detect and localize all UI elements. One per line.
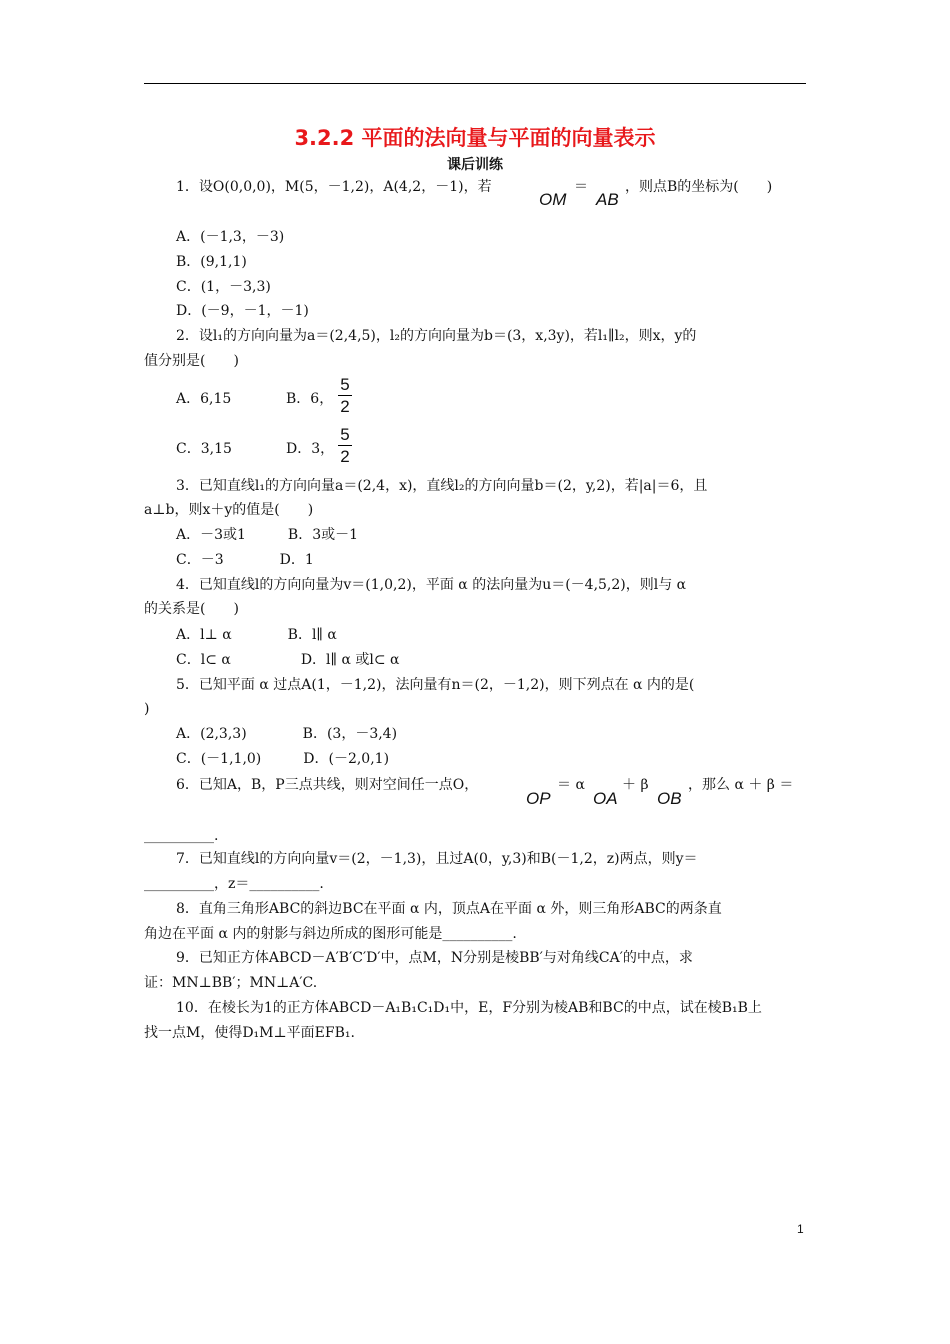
q4-line-2: 的关系是( ) [144,601,239,617]
q2-line-1: 2．设l₁的方向向量为a＝(2,4,5)，l₂的方向向量为b＝(3，x,3y)，若l₁∥l₂，则x，y的 [176,328,697,344]
q1-option-b: B．(9,1,1) [176,254,247,270]
q3-line-2: a⊥b，则x＋y的值是( ) [144,502,314,518]
q1-vector-om: OM [539,190,567,209]
q2-option-d: D．3， [286,441,335,457]
q1-text: 1．设O(0,0,0)，M(5，－1,2)，A(4,2，－1)，若 [176,179,492,195]
q5-options-row-2: C．(－1,1,0) D．(－2,0,1) [176,751,390,767]
q1-vector-ab: AB [596,190,619,209]
q6-plus-beta: ＋ β [622,777,649,793]
q1-equals: ＝ [574,179,588,195]
q2-option-d-fraction [338,425,352,466]
fraction-denominator: 2 [340,397,350,416]
q3-options-row-1: A．－3或1 B．3或－1 [176,527,359,543]
q7-line-2: __________，z＝__________. [144,876,324,892]
q6-text: 6．已知A，B，P三点共线，则对空间任一点O， [176,777,479,793]
q5-line-2: ) [144,701,150,717]
fraction-numerator: 5 [340,375,350,394]
q10-line-1: 10．在棱长为1的正方体ABCD－A₁B₁C₁D₁中，E，F分别为棱AB和BC的中点，试在棱B₁B上 [176,1000,762,1016]
q8-line-2: 角边在平面 α 内的射影与斜边所成的图形可能是__________. [144,926,517,942]
q8-line-1: 8．直角三角形ABC的斜边BC在平面 α 内，顶点A在平面 α 外，则三角形ABC的两条直 [176,901,722,917]
q4-options-row-1: A．l⊥ α B．l∥ α [176,627,337,643]
q6-vector-op: OP [526,789,551,808]
q6-vector-oa: OA [593,789,618,808]
fraction-bar [338,445,352,446]
q6-vector-ob: OB [657,789,682,808]
q2-option-b-fraction [338,375,352,416]
q2-option-c: C．3,15 [176,441,232,457]
q9-line-2: 证：MN⊥BB′；MN⊥A′C. [144,975,318,991]
q2-option-b: B．6， [286,391,334,407]
q6-equals-alpha: ＝ α [557,777,585,793]
q1-tail: ，则点B的坐标为( ) [625,179,773,195]
fraction-denominator: 2 [340,447,350,466]
page-subtitle: 课后训练 [447,157,503,173]
q2-line-2: 值分别是( ) [144,353,239,369]
fraction-bar [338,395,352,396]
q5-options-row-1: A．(2,3,3) B．(3，－3,4) [176,726,398,742]
q6-tail: ，那么 α ＋ β ＝ [688,777,794,793]
q2-option-a: A．6,15 [176,391,232,407]
q3-options-row-2: C．－3 D．1 [176,552,314,568]
page-number: 1 [797,1222,804,1236]
q5-line-1: 5．已知平面 α 过点A(1，－1,2)，法向量有n＝(2，－1,2)，则下列点在 α 内的是( [176,677,695,693]
header-rule [144,83,806,84]
q10-line-2: 找一点M，使得D₁M⊥平面EFB₁. [144,1025,355,1041]
q4-line-1: 4．已知直线l的方向向量为v＝(1,0,2)，平面 α 的法向量为u＝(－4,5,2)，则l与 α [176,577,687,593]
q7-line-1: 7．已知直线l的方向向量v＝(2，－1,3)，且过A(0，y,3)和B(－1,2，z)两点，则y＝ [176,851,698,867]
q6-answer-blank: __________. [144,828,219,844]
q3-line-1: 3．已知直线l₁的方向向量a＝(2,4，x)，直线l₂的方向向量b＝(2，y,2)，若|a|＝6，且 [176,478,708,494]
fraction-numerator: 5 [340,425,350,444]
q4-options-row-2: C．l⊂ α D．l∥ α 或l⊂ α [176,652,400,668]
q1-option-c: C．(1，－3,3) [176,279,271,295]
q1-option-a: A．(－1,3，－3) [176,229,285,245]
page-title: 3.2.2 平面的法向量与平面的向量表示 [294,126,656,150]
q1-option-d: D．(－9，－1，－1) [176,303,309,319]
q9-line-1: 9．已知正方体ABCD－A′B′C′D′中，点M，N分别是棱BB′与对角线CA′的中点，求 [176,950,693,966]
